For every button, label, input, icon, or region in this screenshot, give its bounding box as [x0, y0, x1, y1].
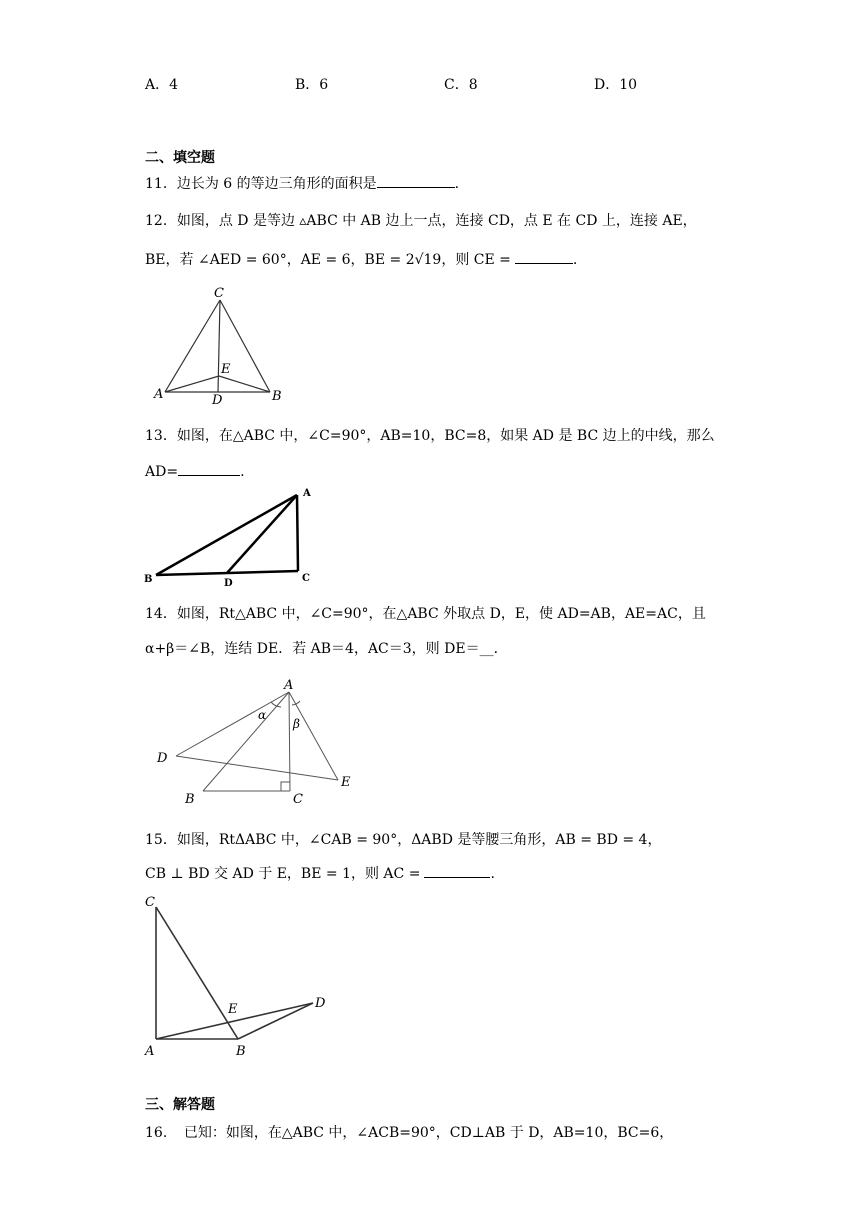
question-12-line-2-text: BE，若 ∠AED = 60°，AE = 6，BE = 2√19，则 CE = — [145, 252, 511, 268]
question-13-line-1: 13．如图，在△ABC 中，∠C=90°，AB=10，BC=8，如果 AD 是 BC 边上的中线，那么 — [145, 428, 715, 444]
question-14-line-1: 14．如图，Rt△ABC 中，∠C=90°，在△ABC 外取点 D，E，使 AD=AB，AE=AC，且 — [145, 606, 706, 622]
label-A: A — [145, 1044, 155, 1059]
question-12-line-1: 12．如图，点 D 是等边 ▵ABC 中 AB 边上一点，连接 CD，点 E 在 CD 上，连接 AE， — [145, 213, 697, 229]
label-A: A — [284, 678, 294, 693]
label-A: A — [303, 488, 311, 499]
label-D: D — [224, 578, 233, 589]
label-C: C — [145, 895, 155, 910]
label-C: C — [302, 573, 310, 584]
label-C: C — [293, 792, 303, 807]
question-11-end: . — [454, 176, 460, 192]
choice-c: C．8 — [444, 77, 478, 93]
choice-a: A．4 — [145, 77, 179, 93]
label-B: B — [144, 574, 153, 585]
question-15-line-2-text: CB ⊥ BD 交 AD 于 E，BE = 1，则 AC = — [145, 866, 421, 882]
question-13-end: . — [240, 464, 245, 480]
section-title-fill-in: 二、填空题 — [145, 150, 215, 166]
label-E: E — [228, 1002, 238, 1017]
label-beta: β — [293, 717, 300, 731]
label-B: B — [185, 792, 195, 807]
label-A: A — [154, 387, 164, 402]
label-E: E — [221, 362, 231, 377]
question-16-line-1: 16． 已知：如图，在△ABC 中，∠ACB=90°，CD⊥AB 于 D，AB=10，BC=6， — [145, 1125, 674, 1141]
label-D: D — [315, 996, 326, 1011]
label-C: C — [214, 286, 224, 301]
question-11-text: 11．边长为 6 的等边三角形的面积是 — [145, 176, 377, 192]
question-15-end: . — [490, 866, 495, 882]
label-B: B — [236, 1044, 246, 1059]
label-D: D — [212, 393, 223, 408]
choice-b: B．6 — [295, 77, 329, 93]
question-12-end: . — [572, 252, 578, 268]
section-title-answer: 三、解答题 — [145, 1097, 215, 1113]
label-B: B — [272, 389, 282, 404]
label-alpha: α — [258, 708, 267, 722]
question-13-line-2-text: AD= — [145, 464, 179, 480]
label-D: D — [157, 751, 168, 766]
question-15-line-1: 15．如图，RtΔABC 中，∠CAB = 90°，ΔABD 是等腰三角形，AB = BD = 4， — [145, 832, 662, 848]
label-E: E — [341, 775, 351, 790]
question-14-line-2: α+β＝∠B，连结 DE．若 AB＝4，AC＝3，则 DE＝__． — [145, 641, 508, 657]
choice-d: D．10 — [594, 77, 638, 93]
